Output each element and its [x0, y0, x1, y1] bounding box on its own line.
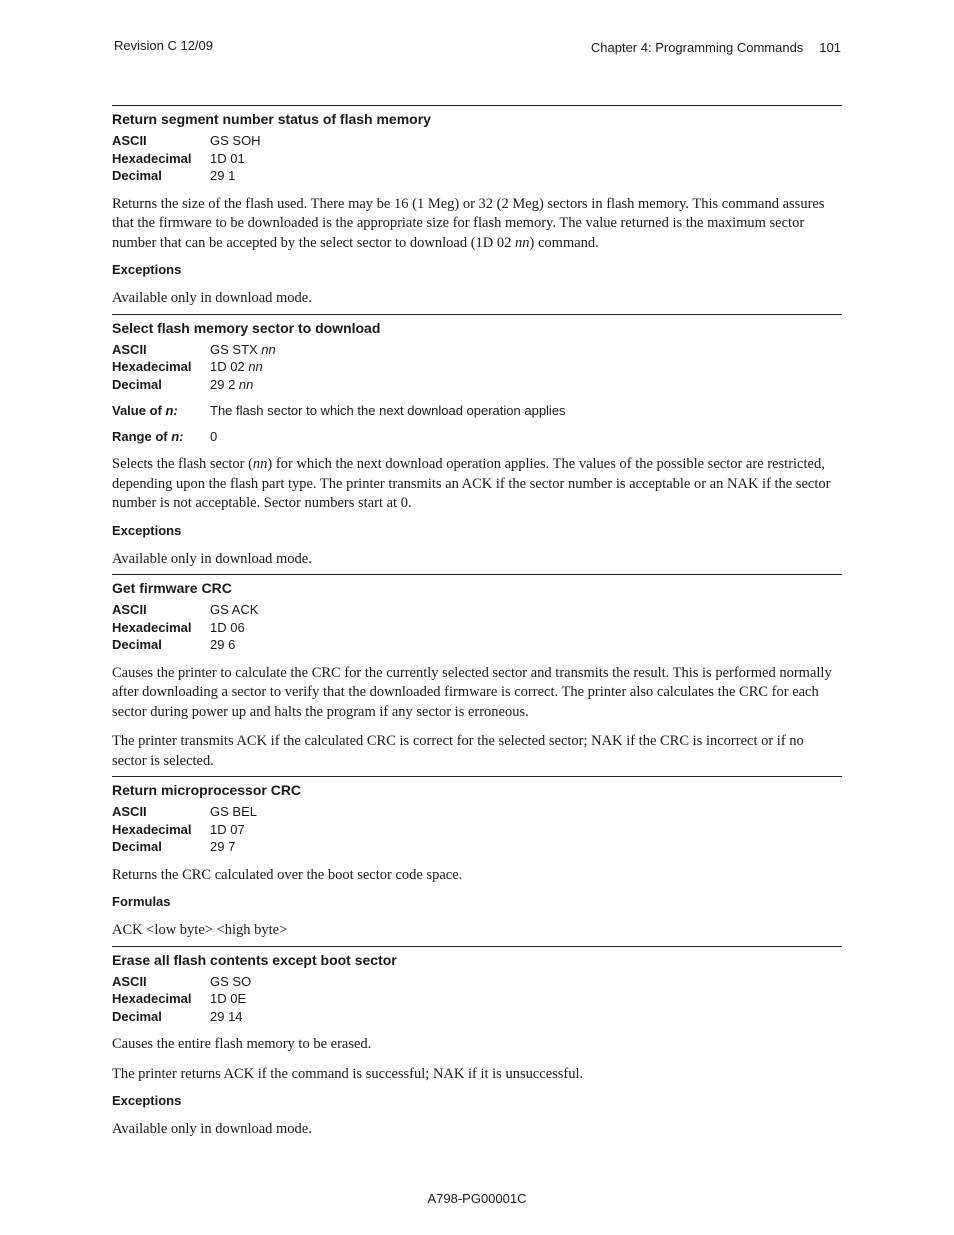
value-of-n-row — [112, 402, 842, 419]
section-get-firmware-crc — [112, 574, 842, 776]
value-of-n-label — [112, 402, 210, 419]
ascii-value: GS BEL — [210, 804, 257, 819]
page-number: 101 — [819, 40, 841, 55]
param-nn: nn — [252, 456, 268, 472]
ascii-label: ASCII — [112, 973, 147, 989]
exceptions-text: Available only in download mode. — [112, 290, 312, 306]
range-of-n-label — [112, 428, 210, 445]
param-nn: nn — [248, 359, 263, 374]
decimal-value: 29 6 — [210, 637, 236, 652]
header-chapter: Chapter 4: Programming Commands — [590, 40, 804, 55]
hex-value: 1D 07 — [210, 821, 245, 837]
ascii-value — [210, 341, 276, 359]
decimal-code: 29 2 — [210, 376, 239, 392]
description-text: Returns the size of the flash used. There may be 16 (1 Meg) or 32 (2 Meg) sectors in flash memory. This command assures that the firmware to be downloaded is the appropriate size for flash memory. The value returned is the maximum sector number that can be accepted by the select sector to download (1D 02 — [112, 195, 825, 251]
command-codes-table — [112, 341, 276, 394]
formulas-text: ACK <low byte> <high byte> — [112, 922, 288, 938]
description-text: Selects the flash sector ( — [112, 456, 253, 472]
param-nn: nn — [238, 376, 254, 392]
range-of-n-text: 0 — [210, 429, 218, 444]
decimal-value: 29 1 — [210, 168, 236, 183]
description-paragraph — [112, 455, 842, 514]
range-of-text: Range of — [112, 429, 172, 444]
hex-label: Hexadecimal — [112, 991, 192, 1006]
ascii-value: GS SOH — [210, 133, 261, 148]
exceptions-text: Available only in download mode. — [112, 1121, 312, 1137]
hex-value: 1D 06 — [210, 619, 245, 635]
header-chapter-info — [591, 40, 841, 55]
ascii-value: GS ACK — [210, 602, 259, 617]
section-title: Get firmware CRC — [112, 580, 232, 596]
param-nn: nn — [261, 341, 276, 357]
description-paragraph — [112, 195, 842, 254]
ascii-code: GS STX — [210, 341, 262, 357]
decimal-label: Decimal — [112, 168, 162, 183]
description-paragraph: The printer transmits ACK if the calculated CRC is correct for the selected sector; NAK if the CRC is incorrect or if no sector is selected. — [112, 733, 804, 769]
range-of-n-row — [112, 428, 842, 445]
hex-value — [210, 358, 276, 376]
hex-code: 1D 02 — [210, 359, 249, 374]
decimal-value: 29 14 — [210, 1008, 243, 1024]
hex-label: Hexadecimal — [112, 150, 192, 166]
value-of-n-text: The flash sector to which the next download operation applies — [210, 403, 566, 418]
section-return-microprocessor-crc — [112, 776, 842, 946]
page-content — [112, 105, 842, 1140]
command-codes-table — [112, 601, 258, 654]
param-n: n: — [165, 403, 178, 418]
hex-value: 1D 0E — [210, 991, 247, 1006]
ascii-value: GS SO — [210, 973, 252, 989]
section-title: Return microprocessor CRC — [112, 782, 302, 798]
description-paragraph: Causes the printer to calculate the CRC for the currently selected sector and transmits the result. This is performed normally after downloading a sector to verify that the downloaded firmware is correct. The printer also calculates the CRC for each sector during power up and halts the program if any sector is erroneous. — [112, 664, 832, 720]
description-paragraph: Returns the CRC calculated over the boot sector code space. — [112, 866, 463, 883]
command-codes-table — [112, 803, 257, 856]
command-codes-table — [112, 973, 251, 1026]
ascii-label: ASCII — [112, 602, 147, 617]
ascii-label: ASCII — [112, 341, 147, 357]
hex-label: Hexadecimal — [112, 619, 192, 635]
exceptions-heading: Exceptions — [112, 1093, 182, 1108]
section-return-segment-number — [112, 105, 842, 314]
description-paragraph: Causes the entire flash memory to be erased. — [112, 1036, 372, 1052]
section-title: Return segment number status of flash memory — [112, 111, 431, 127]
section-select-flash-sector — [112, 314, 842, 575]
section-erase-flash — [112, 946, 842, 1140]
param-n: n: — [171, 429, 184, 444]
decimal-value — [210, 376, 276, 394]
footer-doc-id: A798-PG00001C — [427, 1191, 527, 1206]
hex-label: Hexadecimal — [112, 821, 192, 837]
exceptions-heading: Exceptions — [112, 522, 182, 538]
value-of-text: Value of — [112, 403, 166, 418]
ascii-label: ASCII — [112, 804, 147, 819]
decimal-label: Decimal — [112, 376, 162, 392]
exceptions-text: Available only in download mode. — [112, 550, 312, 567]
description-paragraph: The printer returns ACK if the command is successful; NAK if it is unsuccessful. — [112, 1065, 584, 1082]
decimal-value: 29 7 — [210, 839, 236, 854]
description-text: ) for which the next download operation applies. The values of the possible sector are restricted, depending upon the flash part type. The printer transmits an ACK if the sector number is acceptable or an NAK if the sector number is not acceptable. Sector numbers start at 0. — [112, 456, 831, 511]
hex-value: 1D 01 — [210, 150, 245, 166]
description-text: ) command. — [529, 234, 599, 251]
command-codes-table — [112, 132, 261, 185]
param-nn: nn — [515, 234, 530, 251]
section-title: Select flash memory sector to download — [112, 319, 381, 336]
decimal-label: Decimal — [112, 637, 162, 652]
header-revision: Revision C 12/09 — [114, 38, 213, 53]
section-title: Erase all flash contents except boot sector — [112, 951, 397, 968]
ascii-label: ASCII — [112, 133, 147, 148]
formulas-heading: Formulas — [112, 894, 171, 909]
decimal-label: Decimal — [112, 1008, 162, 1024]
hex-label: Hexadecimal — [112, 359, 192, 374]
decimal-label: Decimal — [112, 839, 162, 854]
exceptions-heading: Exceptions — [112, 262, 182, 277]
